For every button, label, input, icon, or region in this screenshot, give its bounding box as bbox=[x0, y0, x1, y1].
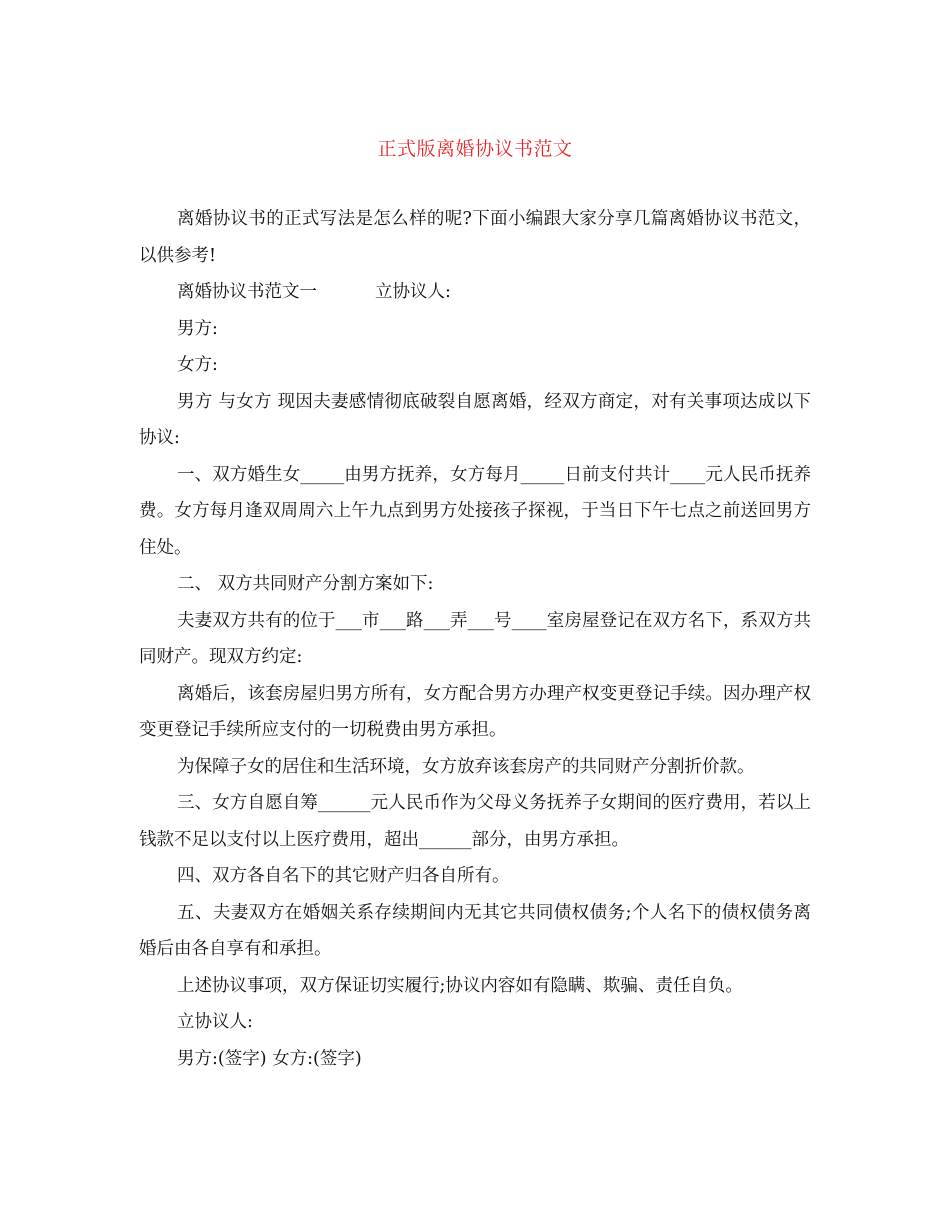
preamble-paragraph: 男方 与女方 现因夫妻感情彻底破裂自愿离婚，经双方商定，对有关事项达成以下协议: bbox=[139, 391, 811, 448]
clause-1-paragraph: 一、双方婚生女_____由男方抚养，女方每月_____日前支付共计____元人民币抚养费。女方每月逢双周周六上午九点到男方处接孩子探视，于当日下午七点之前送回男方住处。 bbox=[139, 464, 811, 558]
female-party-label: 女方: bbox=[177, 355, 218, 375]
male-party-label: 男方: bbox=[177, 318, 218, 339]
signature-line: 男方:(签字) 女方:(签字) bbox=[177, 1048, 362, 1069]
guarantee-paragraph: 上述协议事项，双方保证切实履行;协议内容如有隐瞒、欺骗、责任自负。 bbox=[177, 975, 743, 996]
clause-5-paragraph: 五、夫妻双方在婚姻关系存续期间内无其它共同债权债务;个人名下的债权债务离婚后由各自享有和承担。 bbox=[139, 902, 811, 959]
document-body bbox=[139, 201, 811, 1077]
clause-2-heading: 二、 双方共同财产分割方案如下: bbox=[177, 574, 434, 594]
clause-2-house-paragraph: 夫妻双方共有的位于___市___路___弄___号____室房屋登记在双方名下，系双方共同财产。现双方约定: bbox=[139, 610, 811, 667]
clause-4-paragraph: 四、双方各自名下的其它财产归各自所有。 bbox=[177, 866, 510, 886]
signatories-label: 立协议人: bbox=[177, 1012, 253, 1032]
clause-2-waive-paragraph: 为保障子女的居住和生活环境，女方放弃该套房产的共同财产分割折价款。 bbox=[177, 756, 755, 777]
intro-paragraph: 离婚协议书的正式写法是怎么样的呢?下面小编跟大家分享几篇离婚协议书范文，以供参考! bbox=[139, 209, 811, 266]
parties-heading: 立协议人: bbox=[375, 282, 451, 302]
clause-3-paragraph: 三、女方自愿自筹______元人民币作为父母义务抚养子女期间的医疗费用，若以上钱款不足以支付以上医疗费用，超出______部分，由男方承担。 bbox=[139, 793, 811, 850]
document-title: 正式版离婚协议书范文 bbox=[377, 138, 573, 160]
sample-heading-line bbox=[139, 274, 811, 311]
sample-heading: 离婚协议书范文一 bbox=[177, 282, 317, 302]
clause-2-after-paragraph: 离婚后，该套房屋归男方所有，女方配合男方办理产权变更登记手续。因办理产权变更登记手续所应支付的一切税费由男方承担。 bbox=[139, 683, 811, 740]
